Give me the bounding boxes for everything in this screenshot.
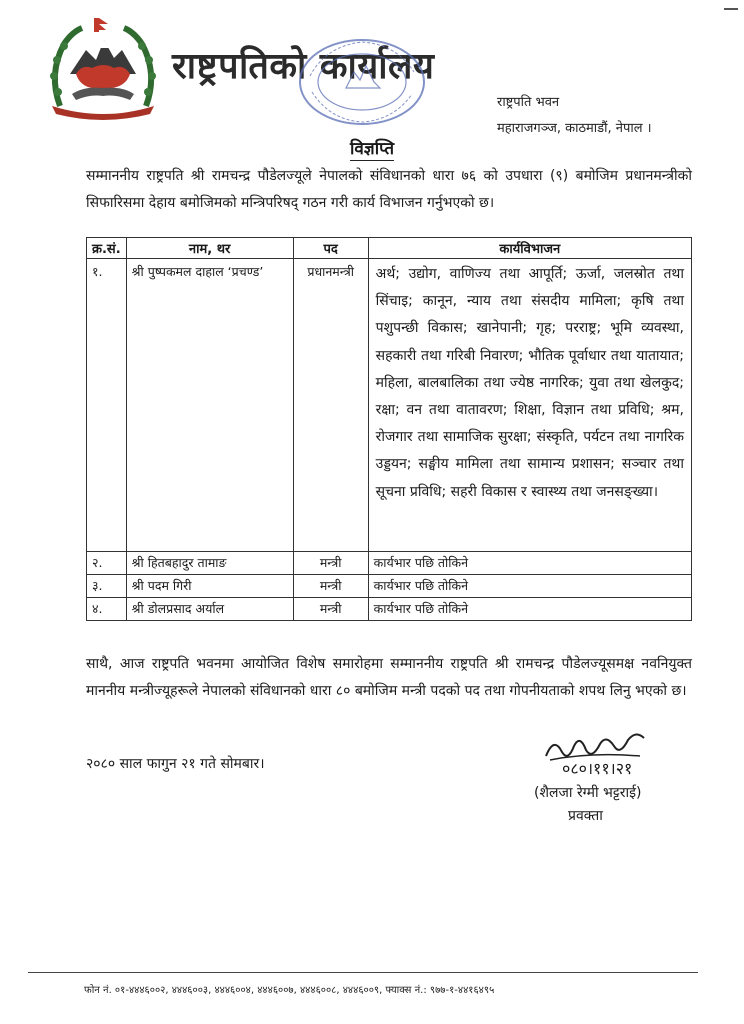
- row-portfolio: कार्यभार पछि तोकिने: [368, 552, 691, 575]
- nepal-national-emblem-icon: [42, 14, 164, 120]
- row-post: मन्त्री: [293, 575, 368, 598]
- address-line-1: राष्ट्रपति भवन: [497, 95, 560, 110]
- svg-text:· · · · · · · ·: · · · · · · · ·: [91, 111, 115, 117]
- address-line-2: महाराजगञ्ज, काठमाडौं, नेपाल ।: [497, 121, 652, 136]
- row-portfolio: कार्यभार पछि तोकिने: [368, 598, 691, 621]
- row-serial: ४.: [87, 598, 127, 621]
- office-name: राष्ट्रपतिको कार्यालय: [172, 46, 435, 87]
- office-seal-stamp-icon: [296, 36, 428, 128]
- closing-paragraph: साथै, आज राष्ट्रपति भवनमा आयोजित विशेष समारोहमा सम्माननीय राष्ट्रपति श्री रामचन्द्र पौडेलज्यूसमक्ष नवनियुक्त माननीय मन्त्रीज्यूहरूले नेपालको संविधानको धारा ८० बमोजिम मन्त्री पदको पद तथा गोपनीयताको शपथ लिनु भएको छ।: [86, 656, 692, 699]
- table-row: [87, 575, 692, 598]
- row-name: श्री हितबहादुर तामाङ: [126, 552, 293, 575]
- row-post: मन्त्री: [293, 598, 368, 621]
- header-serial: क्र.सं.: [87, 238, 127, 259]
- scan-mark: [724, 8, 738, 10]
- cabinet-table: [86, 237, 692, 621]
- footer-divider: [28, 972, 698, 973]
- signatory-name: (शैलजा रेग्मी भट्टराई): [534, 785, 642, 801]
- row-name: श्री डोलप्रसाद अर्याल: [126, 598, 293, 621]
- signatory-title: प्रवक्ता: [568, 808, 603, 824]
- row-serial: १.: [87, 259, 127, 552]
- table-row: [87, 598, 692, 621]
- row-portfolio: अर्थ; उद्योग, वाणिज्य तथा आपूर्ति; ऊर्जा, जलस्रोत तथा सिंचाइ; कानून, न्याय तथा संसदीय मामिला; कृषि तथा पशुपन्छी विकास; खानेपानी; गृह; परराष्ट्र; भूमि व्यवस्था, सहकारी तथा गरिबी निवारण; भौतिक पूर्वाधार तथा यातायात; महिला, बालबालिका तथा ज्येष्ठ नागरिक; युवा तथा खेलकुद; रक्षा; वन तथा वातावरण; शिक्षा, विज्ञान तथा प्रविधि; श्रम, रोजगार तथा सामाजिक सुरक्षा; संस्कृति, पर्यटन तथा नागरिक उड्डयन; सङ्घीय मामिला तथा सामान्य प्रशासन; सञ्चार तथा सूचना प्रविधि; सहरी विकास र स्वास्थ्य तथा जनसङ्ख्या।: [368, 259, 691, 552]
- row-post: मन्त्री: [293, 552, 368, 575]
- row-serial: ३.: [87, 575, 127, 598]
- header-portfolio: कार्यविभाजन: [368, 238, 691, 259]
- row-name: श्री पुष्पकमल दाहाल ‘प्रचण्ड’: [126, 259, 293, 552]
- header-post: पद: [293, 238, 368, 259]
- signature-date: ०८०।११।२१: [562, 759, 633, 778]
- intro-paragraph: सम्माननीय राष्ट्रपति श्री रामचन्द्र पौडेलज्यूले नेपालको संविधानको धारा ७६ को उपधारा (९) बमोजिम प्रधानमन्त्रीको सिफारिसमा देहाय बमोजिमको मन्त्रिपरिषद् गठन गरी कार्य विभाजन गर्नुभएको छ।: [86, 168, 692, 211]
- row-portfolio: कार्यभार पछि तोकिने: [368, 575, 691, 598]
- row-name: श्री पदम गिरी: [126, 575, 293, 598]
- notice-title: [0, 136, 744, 159]
- row-serial: २.: [87, 552, 127, 575]
- issue-date: २०८० साल फागुन २१ गते सोमबार।: [86, 756, 265, 772]
- header-name: नाम, थर: [126, 238, 293, 259]
- table-row: [87, 552, 692, 575]
- table-header-row: [87, 238, 692, 259]
- table-row: [87, 259, 692, 552]
- notice-title-text: विज्ञप्ति: [349, 139, 395, 159]
- footer-contact: फोन नं. ०१-४४४६००२, ४४४६००३, ४४४६००४, ४४४६००७, ४४४६००८, ४४४६००९, फ्याक्स नं.: ९७७-१-४४१६४९५: [84, 985, 495, 996]
- row-post: प्रधानमन्त्री: [293, 259, 368, 552]
